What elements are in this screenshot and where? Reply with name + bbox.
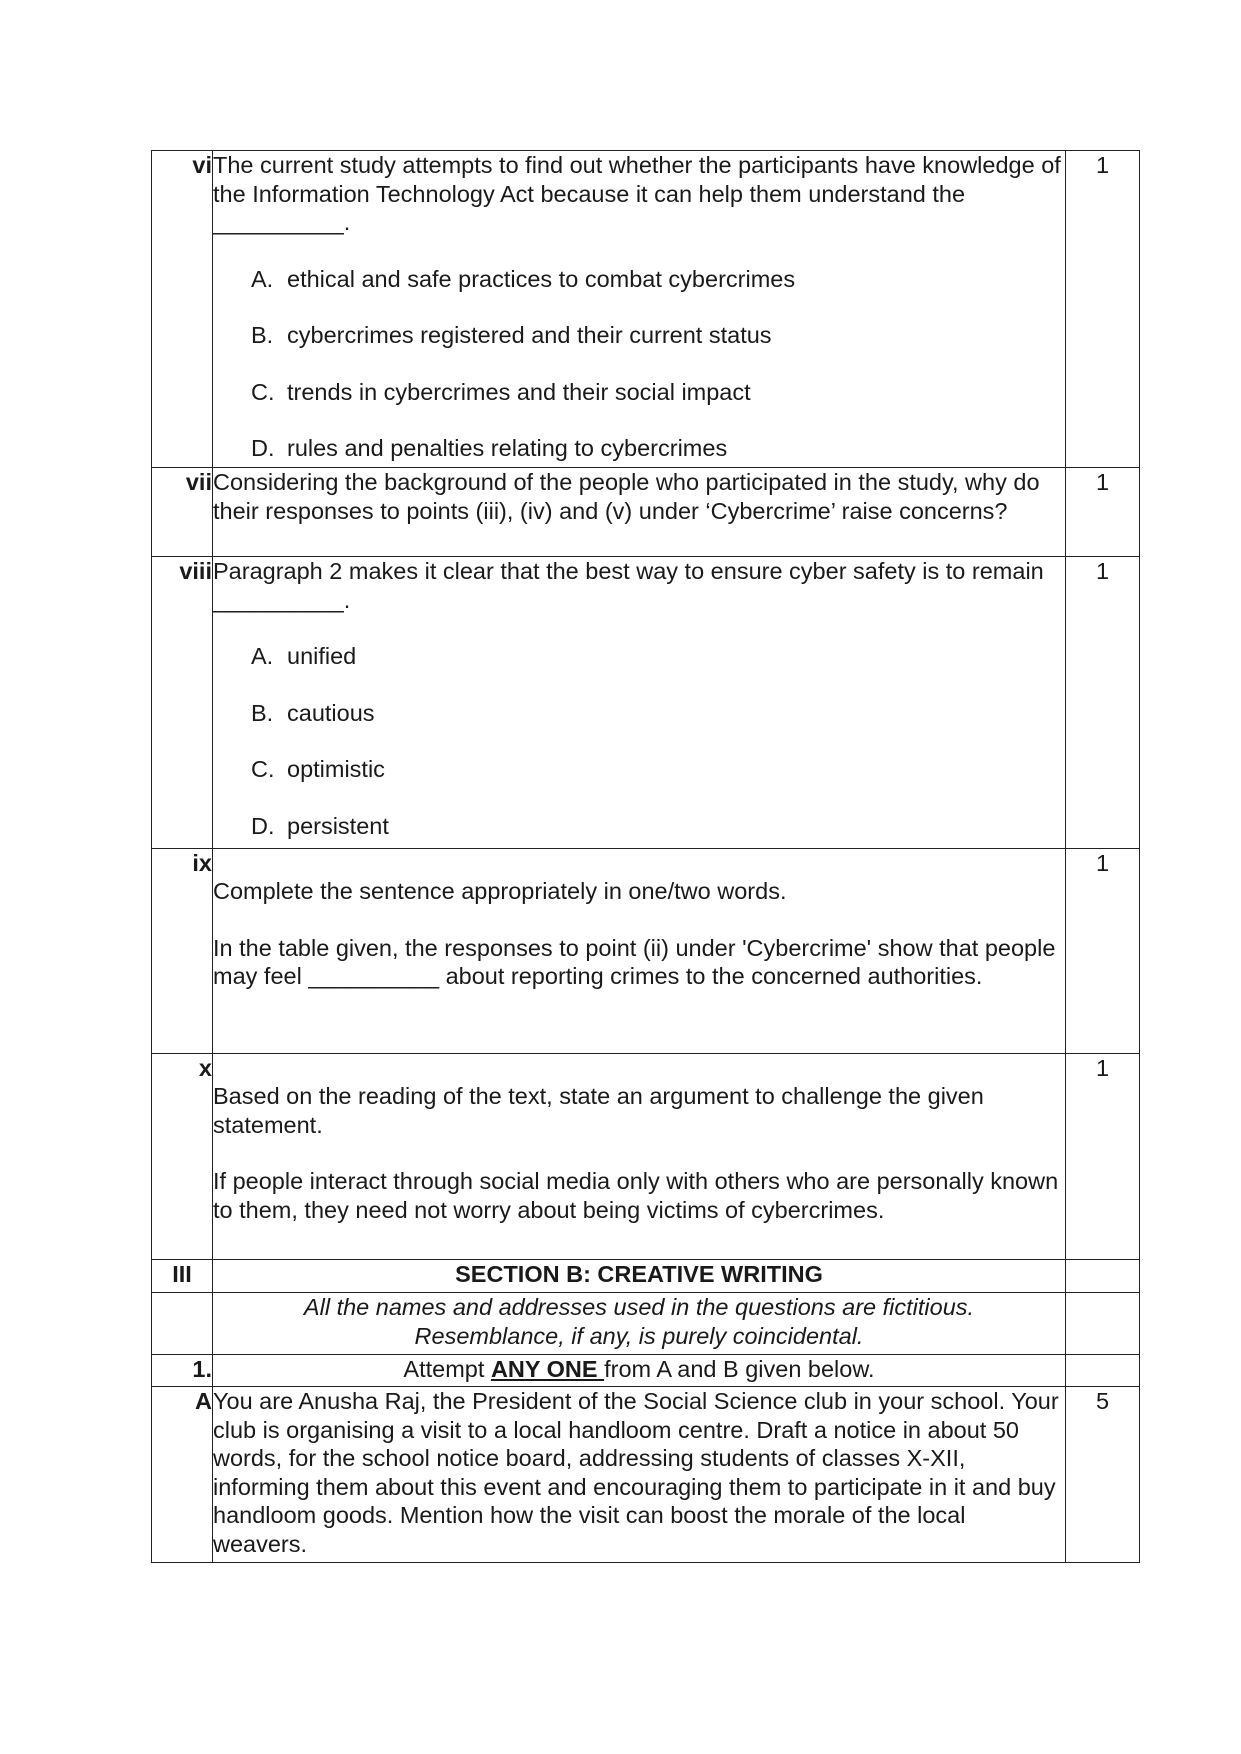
section-header-row	[152, 1260, 1140, 1293]
question-instruction: Based on the reading of the text, state an argument to challenge the given statement.	[213, 1083, 984, 1138]
question-row-viii	[152, 557, 1140, 849]
question-body	[213, 1054, 1066, 1260]
question-row-ix	[152, 849, 1140, 1054]
question-marks: 1	[1066, 849, 1140, 1054]
question-body	[213, 557, 1066, 849]
section-number: III	[152, 1260, 213, 1293]
question-marks: 1	[1066, 151, 1140, 468]
option-a: A. unified	[251, 643, 357, 669]
question-text: The current study attempts to find out whether the participants have knowledge of the Information Technology Act because it can help them understand the __________.	[213, 152, 1061, 235]
question-text: Paragraph 2 makes it clear that the best way to ensure cyber safety is to remain __________.	[213, 558, 1044, 613]
question-marks: 5	[1066, 1387, 1140, 1563]
question-row-vi	[152, 151, 1140, 468]
disclaimer: All the names and addresses used in the questions are fictitious. Resemblance, if any, is purely coincidental.	[213, 1293, 1066, 1355]
question-row-a	[152, 1387, 1140, 1563]
question-number: viii	[152, 557, 213, 849]
question-marks: 1	[1066, 468, 1140, 557]
question-text: Considering the background of the people who participated in the study, why do their responses to points (iii), (iv) and (v) under ‘Cybercrime’ raise concerns?	[213, 468, 1066, 557]
option-b: B. cybercrimes registered and their current status	[251, 322, 772, 348]
option-d: D. rules and penalties relating to cybercrimes	[251, 435, 728, 461]
question-number: ix	[152, 849, 213, 1054]
question-number: x	[152, 1054, 213, 1260]
question-table	[151, 150, 1140, 1563]
option-c: C. optimistic	[251, 756, 385, 782]
question-body	[213, 849, 1066, 1054]
question-number: vii	[152, 468, 213, 557]
question-instruction: Complete the sentence appropriately in one/two words.	[213, 878, 787, 904]
question-number: A	[152, 1387, 213, 1563]
disclaimer-row	[152, 1293, 1140, 1355]
question-number: 1.	[152, 1355, 213, 1387]
question-1-row	[152, 1355, 1140, 1387]
question-text: If people interact through social media only with others who are personally known to them, they need not worry about being victims of cybercrimes.	[213, 1168, 1059, 1223]
question-row-x	[152, 1054, 1140, 1260]
option-a: A. ethical and safe practices to combat cybercrimes	[251, 265, 796, 292]
question-marks: 1	[1066, 557, 1140, 849]
question-marks: 1	[1066, 1054, 1140, 1260]
question-1-instruction: Attempt ANY ONE from A and B given below.	[213, 1355, 1066, 1387]
section-title: SECTION B: CREATIVE WRITING	[213, 1260, 1066, 1293]
question-text: You are Anusha Raj, the President of the Social Science club in your school. Your club is organising a visit to a local handloom centre. Draft a notice in about 50 words, for the school notice board, addressing students of classes X-XII, informing them about this event and encouraging them to participate in it and buy handloom goods. Mention how the visit can boost the morale of the local weavers.	[213, 1387, 1066, 1563]
question-row-vii	[152, 468, 1140, 557]
question-text: In the table given, the responses to point (ii) under 'Cybercrime' show that people may feel __________ about reporting crimes to the concerned authorities.	[213, 934, 1056, 989]
option-b: B. cautious	[251, 699, 375, 726]
question-number: vi	[152, 151, 213, 468]
question-body	[213, 151, 1066, 468]
option-c: C. trends in cybercrimes and their social impact	[251, 378, 751, 405]
option-d: D. persistent	[251, 812, 389, 839]
